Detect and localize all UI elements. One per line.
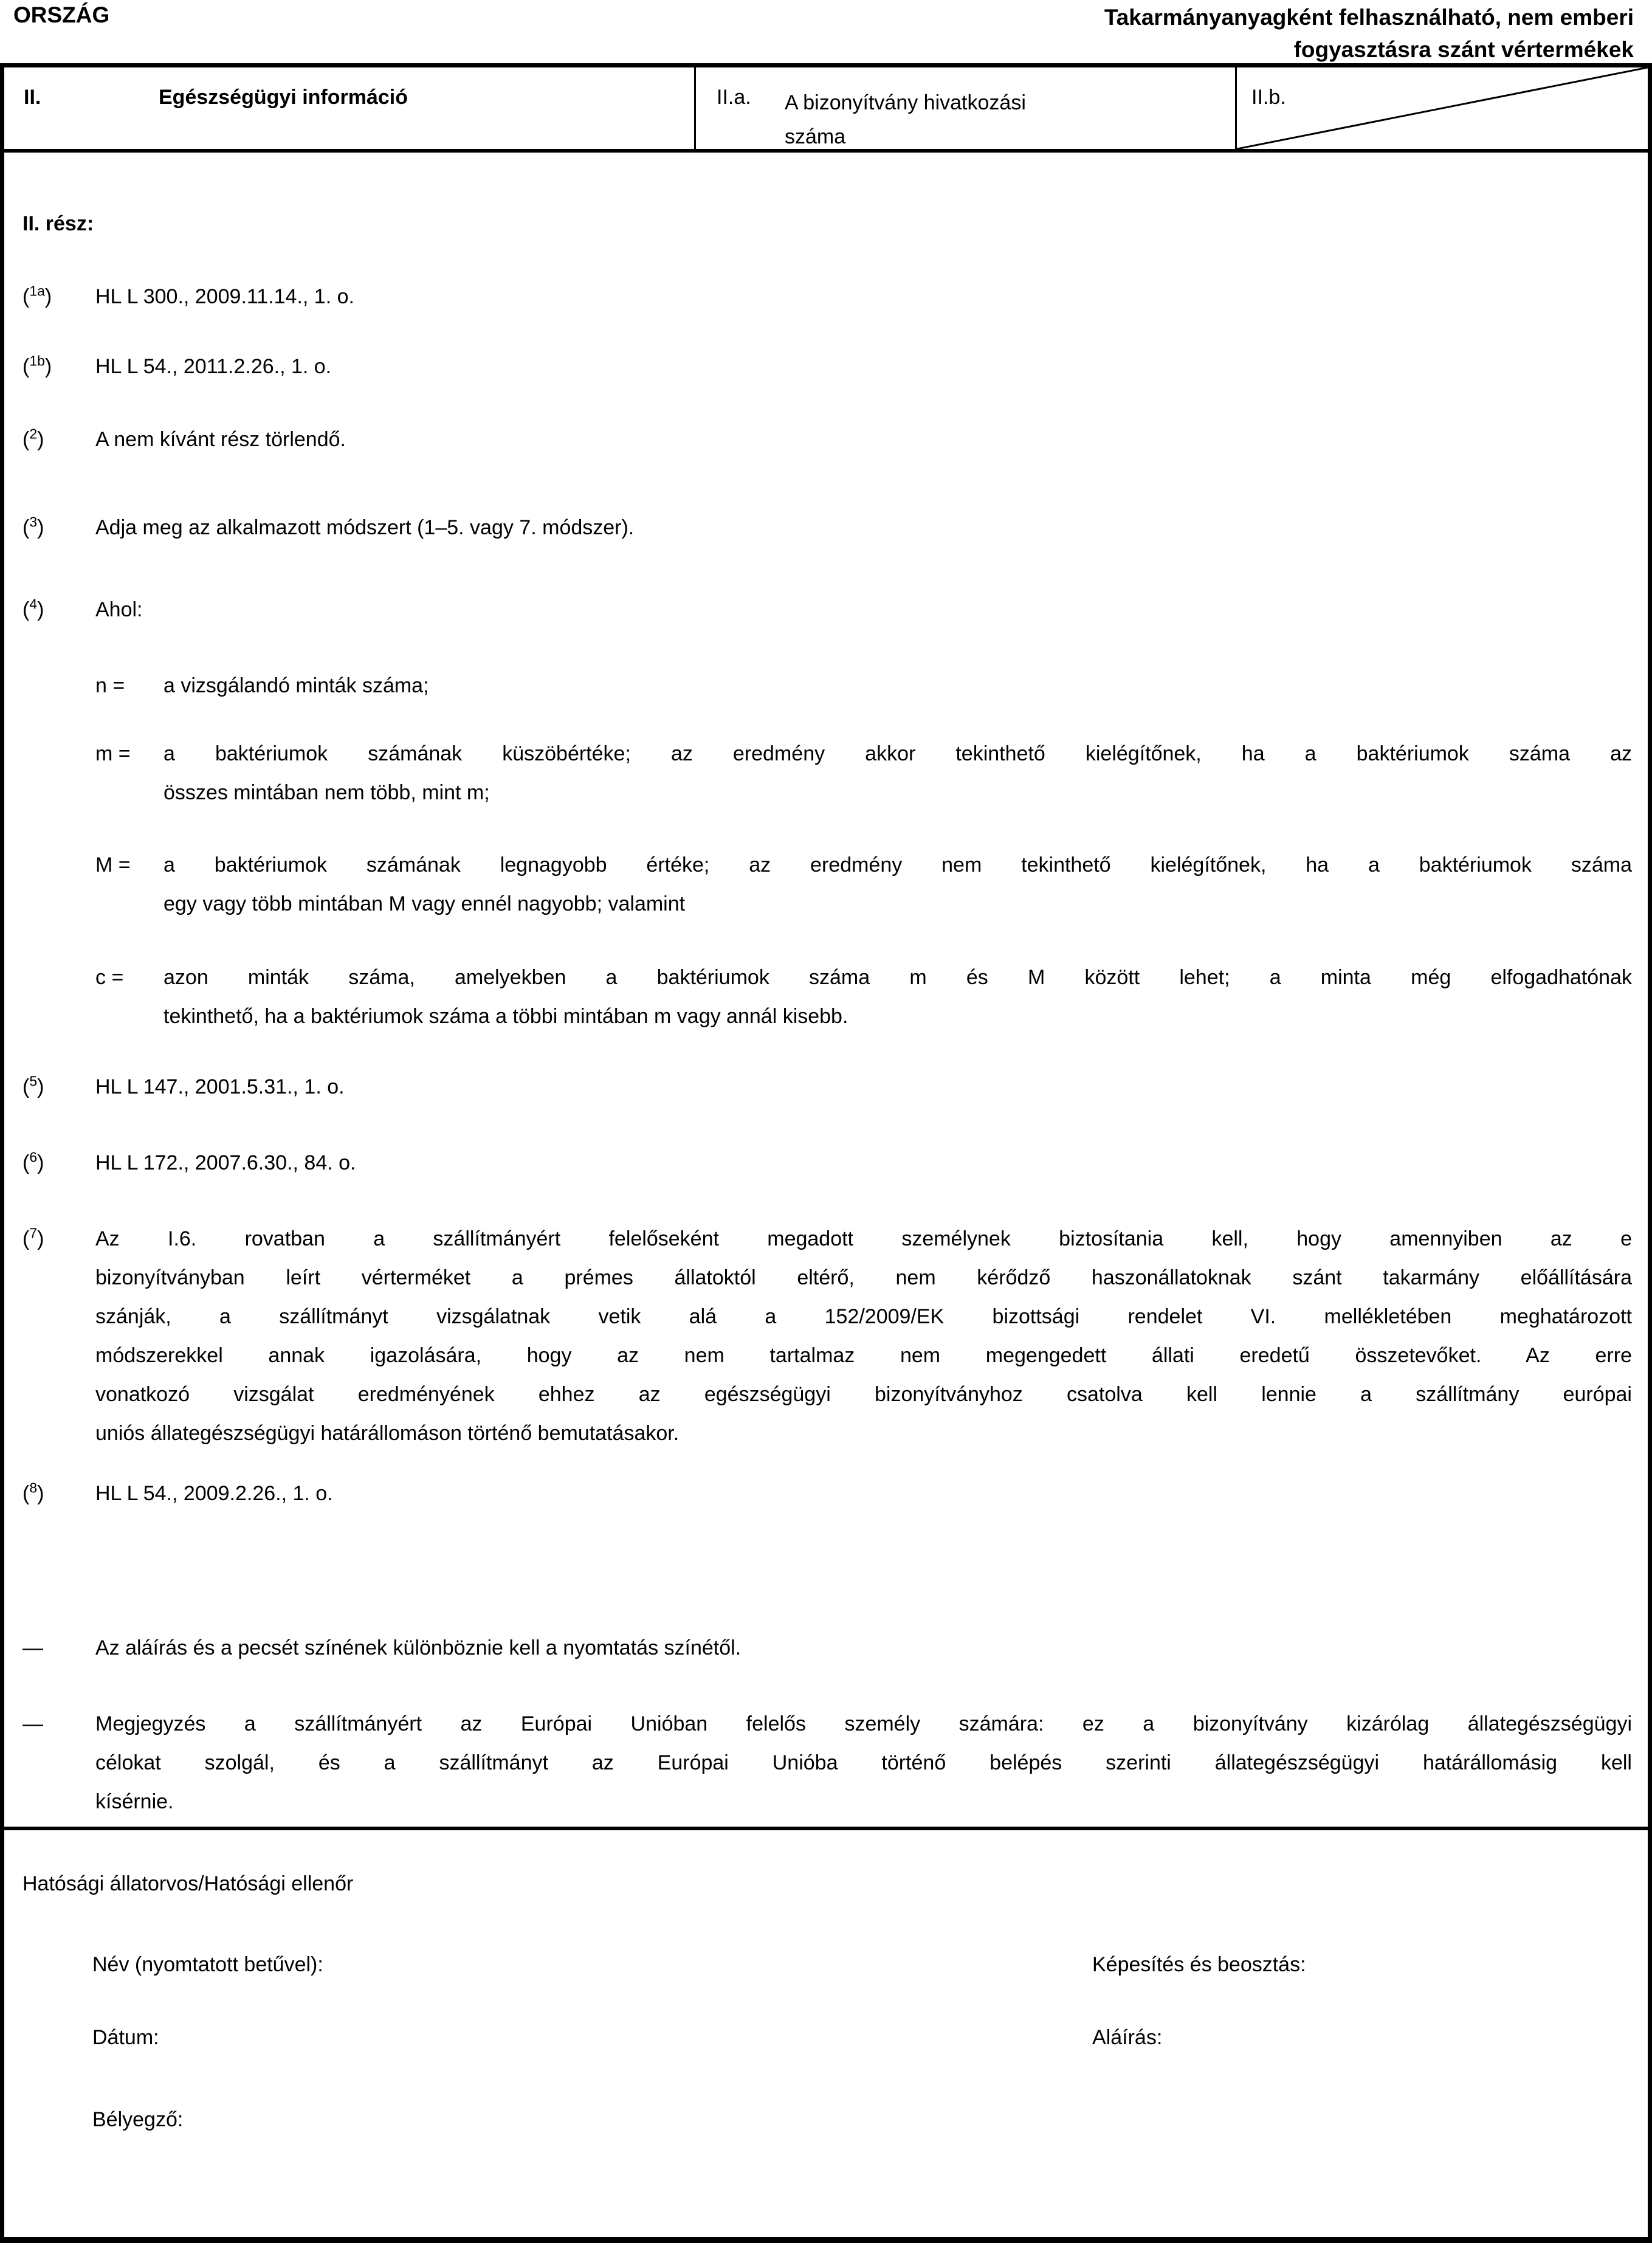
certificate-ref-title: A bizonyítvány hivatkozási száma: [785, 91, 1026, 148]
health-info-title: Egészségügyi információ: [159, 86, 408, 109]
part-iib-label: II.b.: [1251, 86, 1286, 109]
footnote-3: [4, 508, 1648, 547]
signature-label: Aláírás:: [1092, 2026, 1163, 2049]
name-label: Név (nyomtatott betűvel):: [92, 1953, 323, 1976]
definition-term-M: M =: [95, 853, 131, 877]
footnote-text-2: A nem kívánt rész törlendő.: [95, 428, 346, 451]
note-responsible-person: [4, 1704, 1648, 1821]
footnote-marker-3: ($^3$): [22, 514, 44, 539]
footnote-text-4: Ahol:: [95, 598, 143, 621]
health-info-cell: [4, 67, 696, 149]
footnote-marker-6: ($^6$): [22, 1149, 44, 1174]
footnote-1a: [4, 277, 1648, 316]
official-vet-heading: Hatósági állatorvos/Hatósági ellenőr: [22, 1872, 354, 1895]
document-title: [1104, 1, 1634, 66]
footnote-6: [4, 1143, 1648, 1182]
definition-n: [4, 666, 1648, 705]
footnote-text-7: Az I.6. rovatban a szállítmányért felelőseként megadott személynek biztosítania kell, hogy amennyiben az e bizonyítványban leírt vérterméket a prémes állatoktól eltérő, nem kérődző haszonállatoknak szánt takarmány előállítására szánják, a szállítmányt vizsgálatnak vetik alá a 152/2009/EK bizottsági rendelet VI. mellékletében meghatározott módszerekkel annak igazolására, hogy az nem tartalmaz nem megengedett állati eredetű összetevőket. Az erre vonatkozó vizsgálat eredményének ehhez az egészségügyi bizonyítványhoz csatolva kell lennie a szállítmány európai uniós állategészségügyi határállomáson történő bemutatásakor.: [95, 1227, 1632, 1445]
definition-text-n: a vizsgálandó minták száma;: [163, 674, 429, 697]
footnote-text-1b: HL L 54., 2011.2.26., 1. o.: [95, 355, 332, 378]
document-title-line2: fogyasztásra szánt vértermékek: [1293, 37, 1634, 62]
footnote-marker-4: ($^4$): [22, 596, 44, 621]
footnote-marker-5: ($^5$): [22, 1073, 44, 1098]
stamp-label: Bélyegző:: [92, 2108, 184, 2131]
diagonal-strike-icon: [1237, 67, 1648, 149]
footnote-1b: [4, 347, 1648, 386]
document-header: [0, 0, 1652, 63]
footnote-marker-2: ($^2$): [22, 426, 44, 451]
footnote-marker-7: ($^7$): [22, 1225, 44, 1250]
definition-term-m: m =: [95, 742, 131, 765]
footnotes-section: [4, 153, 1648, 1827]
part-iia-label: II.a.: [717, 86, 751, 109]
footnote-2: [4, 420, 1648, 459]
footnote-text-8: HL L 54., 2009.2.26., 1. o.: [95, 1482, 333, 1505]
part2-heading: II. rész:: [22, 212, 94, 235]
certificate-ref-cell: [696, 67, 1237, 149]
definition-text-c: azon minták száma, amelyekben a baktériumok száma m és M között lehet; a minta még elfogadhatónak tekinthető, ha a baktériumok száma a többi mintában m vagy annál kisebb.: [163, 966, 1632, 1028]
definition-text-m: a baktériumok számának küszöbértéke; az eredmény akkor tekinthető kielégítőnek, ha a baktériumok száma az összes mintában nem több, mint m;: [163, 742, 1632, 804]
footnote-5: [4, 1067, 1648, 1106]
footnote-marker-1a: ($^{1a}$): [22, 283, 52, 308]
footnote-8: [4, 1474, 1648, 1513]
definition-c: [4, 958, 1648, 1036]
note-signature-color: [4, 1628, 1648, 1667]
footnote-marker-1b: ($^{1b}$): [22, 353, 52, 378]
part-iib-cell: [1237, 67, 1648, 149]
definition-term-n: n =: [95, 674, 125, 697]
dash-marker: —: [22, 1636, 43, 1659]
footnote-marker-8: ($^8$): [22, 1480, 44, 1505]
footnote-text-1a: HL L 300., 2009.11.14., 1. o.: [95, 285, 354, 308]
part-ii-label: II.: [24, 86, 41, 109]
definition-M: [4, 846, 1648, 923]
qualification-label: Képesítés és beosztás:: [1092, 1953, 1306, 1976]
note-signature-color-text: Az aláírás és a pecsét színének különböznie kell a nyomtatás színétől.: [95, 1636, 742, 1659]
footnote-text-3: Adja meg az alkalmazott módszert (1–5. vagy 7. módszer).: [95, 516, 635, 539]
definition-text-M: a baktériumok számának legnagyobb értéke; az eredmény nem tekinthető kielégítőnek, ha a baktériumok száma egy vagy több mintában M vagy ennél nagyobb; valamint: [163, 853, 1632, 915]
part2-box: [0, 63, 1652, 2243]
country-label: ORSZÁG: [13, 2, 110, 27]
note-responsible-person-text: Megjegyzés a szállítmányért az Európai Unióban felelős személy számára: ez a bizonyítvány kizárólag állategészségügyi célokat szolgál, és a szállítmányt az Európai Unióba történő belépés szerinti állategészségügyi határállomásig kell kísérnie.: [95, 1712, 1632, 1813]
definition-m: [4, 734, 1648, 812]
info-table-header-row: [4, 67, 1648, 153]
document-title-line1: Takarmányanyagként felhasználható, nem emberi: [1104, 5, 1634, 30]
footnote-7: [4, 1219, 1648, 1453]
definition-term-c: c =: [95, 966, 124, 989]
date-label: Dátum:: [92, 2026, 159, 2049]
signature-section: [4, 1827, 1648, 2237]
footnote-text-6: HL L 172., 2007.6.30., 84. o.: [95, 1151, 356, 1174]
date-signature-row: [4, 2018, 1648, 2057]
footnote-text-5: HL L 147., 2001.5.31., 1. o.: [95, 1075, 345, 1098]
dash-marker: —: [22, 1712, 43, 1735]
name-qualification-row: [4, 1945, 1648, 1984]
footnote-4: [4, 590, 1648, 629]
